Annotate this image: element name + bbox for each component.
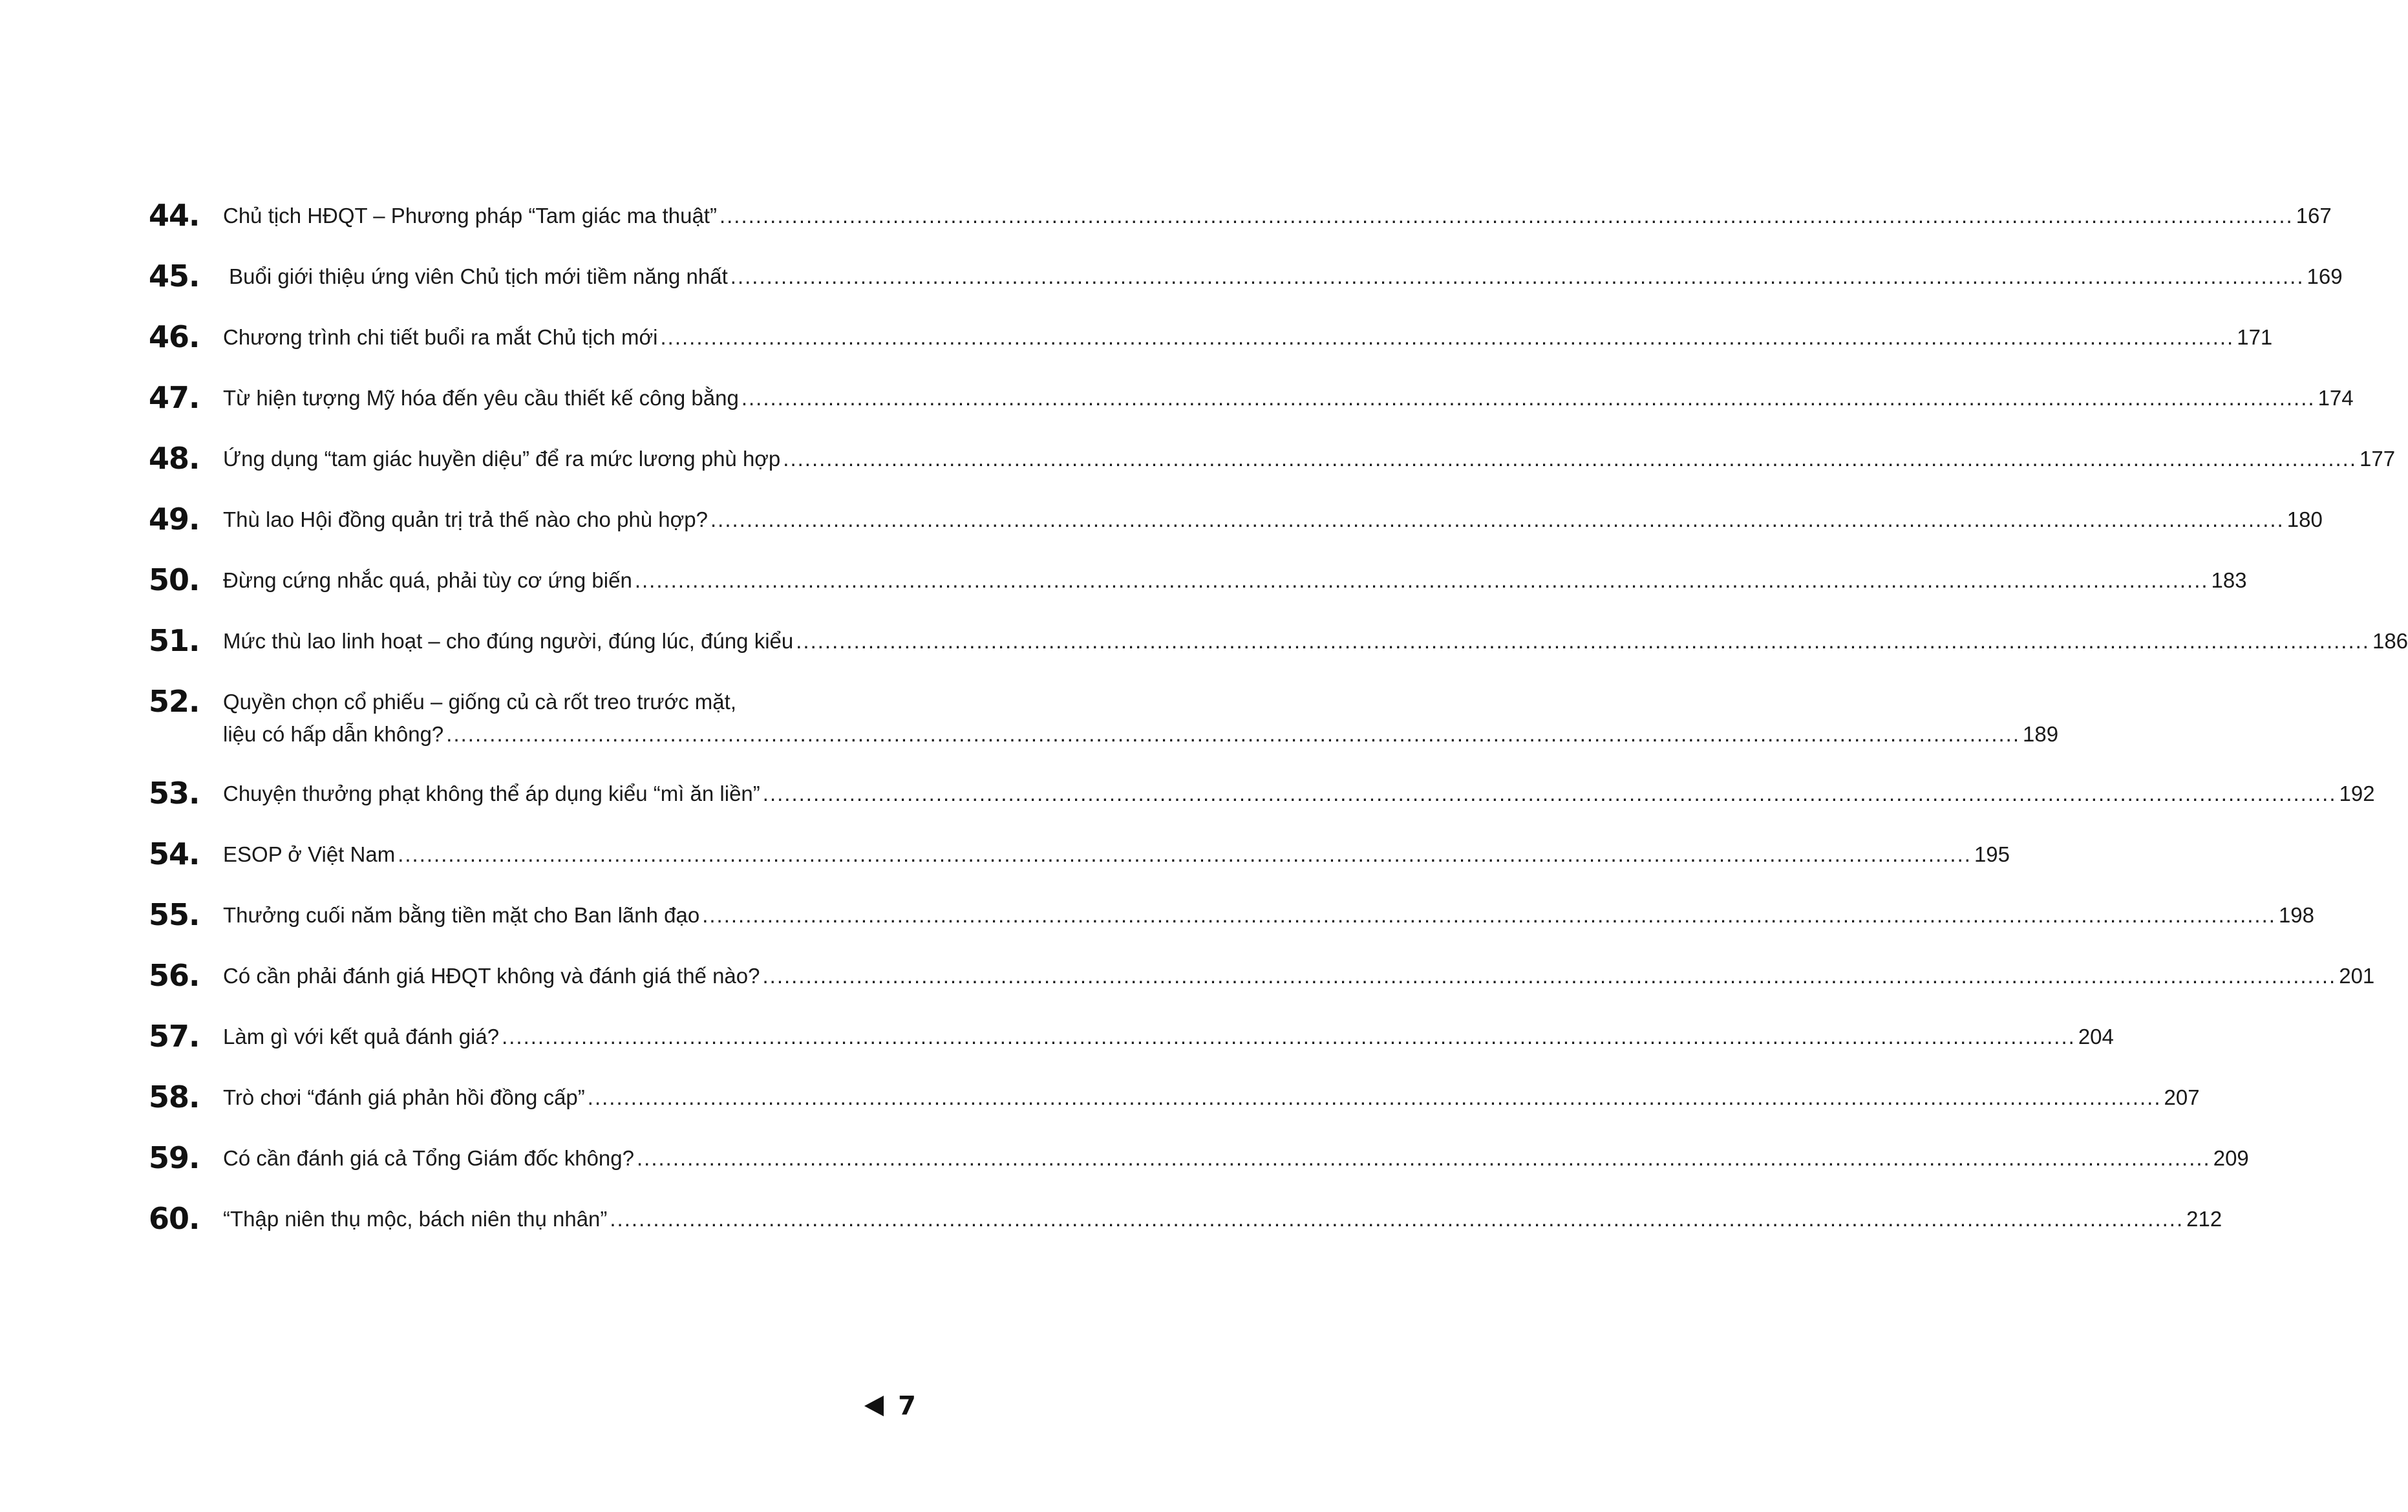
toc-entry-47	[149, 379, 2354, 416]
toc-entry-number: 48.	[149, 441, 200, 476]
toc-entry-number: 56.	[149, 958, 200, 993]
dot-leader	[446, 718, 2020, 751]
toc-entry-number: 50.	[149, 562, 200, 597]
toc-entry-title-line1: Quyền chọn cổ phiếu – giống củ cà rốt treo trước mặt,	[223, 690, 736, 714]
toc-entry-number: 47.	[149, 380, 200, 415]
toc-entry-page: 171	[2237, 325, 2273, 349]
toc-entry-title: Thù lao Hội đồng quản trị trả thế nào cho phù hợp?	[223, 507, 708, 531]
toc-entry-title: Có cần phải đánh giá HĐQT không và đánh giá thế nào?	[223, 964, 760, 988]
toc-entry-number: 49.	[149, 502, 200, 537]
dot-leader	[588, 1081, 2162, 1114]
toc-entry-45	[149, 258, 2343, 294]
toc-entry-line	[223, 718, 2058, 751]
toc-entry-body	[223, 1018, 2114, 1053]
dot-leader	[398, 838, 1972, 871]
toc-entry-number: 58.	[149, 1080, 200, 1114]
toc-entry-number: 54.	[149, 836, 200, 871]
toc-entry-page: 201	[2339, 964, 2375, 988]
toc-entry-55	[149, 897, 2314, 933]
toc-entry-line	[223, 625, 2408, 657]
toc-entry-body	[223, 957, 2374, 992]
toc-entry-line	[223, 960, 2374, 992]
toc-entry-line	[223, 504, 2323, 536]
toc-entry-page: 198	[2278, 903, 2314, 927]
toc-entry-body	[223, 1200, 2222, 1235]
toc-entry-line	[223, 1203, 2222, 1235]
toc-entry-56	[149, 957, 2375, 994]
toc-entry-title: Chuyện thưởng phạt không thể áp dụng kiểu “mì ăn liền”	[223, 782, 760, 805]
dot-leader	[763, 778, 2337, 810]
toc-entry-title: liệu có hấp dẫn không?	[223, 722, 444, 746]
toc-entry-line	[223, 261, 2343, 293]
dot-leader	[702, 899, 2276, 932]
toc-entry-number: 52.	[149, 684, 200, 719]
toc-entry-title: Mức thù lao linh hoạt – cho đúng người, đúng lúc, đúng kiểu	[223, 629, 794, 653]
dot-leader	[610, 1203, 2184, 1235]
toc-entry-body	[223, 562, 2247, 597]
toc-entry-title: Buổi giới thiệu ứng viên Chủ tịch mới tiềm năng nhất	[223, 264, 728, 288]
dot-leader	[719, 200, 2294, 232]
toc-entry-number: 57.	[149, 1019, 200, 1054]
table-of-contents	[149, 197, 2408, 1261]
toc-entry-page: 195	[1974, 842, 2010, 866]
left-triangle-icon	[864, 1396, 884, 1416]
toc-entry-line	[223, 564, 2247, 597]
dot-leader	[762, 960, 2336, 992]
toc-entry-page: 183	[2211, 568, 2247, 592]
dot-leader	[637, 1142, 2211, 1175]
toc-entry-number: 44.	[149, 198, 200, 233]
toc-entry-number: 53.	[149, 776, 200, 811]
toc-entry-number: 46.	[149, 319, 200, 354]
dot-leader	[710, 504, 2285, 536]
dot-leader	[796, 625, 2370, 657]
toc-entry-number: 60.	[149, 1201, 200, 1236]
toc-entry-body	[223, 623, 2408, 657]
toc-entry-title: Đừng cứng nhắc quá, phải tùy cơ ứng biến	[223, 568, 632, 592]
toc-entry-page: 207	[2164, 1085, 2200, 1109]
toc-entry-page: 209	[2213, 1146, 2249, 1170]
toc-entry-line	[223, 778, 2375, 810]
dot-leader	[741, 382, 2316, 414]
toc-entry-page: 192	[2339, 782, 2375, 805]
toc-entry-body	[223, 775, 2375, 810]
toc-entry-number: 55.	[149, 897, 200, 932]
toc-entry-page: 177	[2360, 447, 2396, 471]
toc-entry-line	[223, 686, 2058, 718]
toc-entry-title: “Thập niên thụ mộc, bách niên thụ nhân”	[223, 1207, 608, 1231]
toc-entry-title: Thưởng cuối năm bằng tiền mặt cho Ban lãnh đạo	[223, 903, 700, 927]
toc-entry-body	[223, 897, 2314, 932]
toc-entry-title: Ứng dụng “tam giác huyền diệu” để ra mức lương phù hợp	[223, 447, 781, 471]
dot-leader	[730, 261, 2305, 293]
toc-entry-title: Từ hiện tượng Mỹ hóa đến yêu cầu thiết kế công bằng	[223, 386, 739, 410]
toc-entry-page: 204	[2078, 1025, 2114, 1049]
toc-entry-page: 189	[2023, 722, 2059, 746]
toc-entry-number: 51.	[149, 623, 200, 658]
toc-entry-line	[223, 443, 2395, 475]
toc-entry-52	[149, 683, 2059, 751]
toc-entry-page: 212	[2186, 1207, 2222, 1231]
toc-entry-body	[223, 440, 2395, 475]
toc-entry-line	[223, 1142, 2249, 1175]
dot-leader	[635, 564, 2209, 597]
toc-entry-59	[149, 1140, 2249, 1176]
dot-leader	[502, 1021, 2076, 1053]
toc-entry-line	[223, 321, 2272, 354]
toc-entry-title: Làm gì với kết quả đánh giá?	[223, 1025, 500, 1049]
toc-entry-line	[223, 899, 2314, 932]
page-footer	[864, 1392, 916, 1420]
toc-entry-body	[223, 501, 2323, 536]
dot-leader	[660, 321, 2234, 354]
toc-entry-title: ESOP ở Việt Nam	[223, 842, 396, 866]
toc-entry-57	[149, 1018, 2114, 1054]
toc-entry-58	[149, 1079, 2200, 1115]
toc-entry-line	[223, 1021, 2114, 1053]
toc-entry-page: 174	[2317, 386, 2354, 410]
toc-entry-54	[149, 836, 2010, 872]
toc-entry-46	[149, 319, 2273, 355]
toc-entry-49	[149, 501, 2323, 537]
toc-entry-body	[223, 379, 2354, 414]
toc-entry-line	[223, 1081, 2200, 1114]
toc-entry-number: 45.	[149, 259, 200, 293]
dot-leader	[783, 443, 2357, 475]
toc-entry-51	[149, 623, 2408, 659]
toc-entry-page: 169	[2307, 264, 2343, 288]
toc-entry-body	[223, 836, 2010, 871]
toc-entry-number: 59.	[149, 1140, 200, 1175]
toc-entry-title: Trò chơi “đánh giá phản hồi đồng cấp”	[223, 1085, 585, 1109]
toc-entry-title: Chủ tịch HĐQT – Phương pháp “Tam giác ma thuật”	[223, 204, 717, 228]
toc-entry-page: 186	[2372, 629, 2408, 653]
page-number: 7	[898, 1391, 916, 1421]
toc-entry-body	[223, 1140, 2249, 1175]
toc-entry-body	[223, 683, 2058, 751]
toc-entry-line	[223, 382, 2354, 414]
toc-entry-title: Có cần đánh giá cả Tổng Giám đốc không?	[223, 1146, 634, 1170]
toc-entry-60	[149, 1200, 2222, 1237]
toc-entry-48	[149, 440, 2396, 476]
toc-entry-body	[223, 258, 2343, 293]
toc-entry-line	[223, 838, 2010, 871]
toc-entry-44	[149, 197, 2332, 233]
toc-entry-body	[223, 197, 2332, 232]
toc-entry-53	[149, 775, 2375, 811]
toc-entry-body	[223, 1079, 2200, 1114]
toc-entry-title: Chương trình chi tiết buổi ra mắt Chủ tịch mới	[223, 325, 658, 349]
toc-entry-page: 180	[2286, 507, 2323, 531]
toc-entry-page: 167	[2296, 204, 2332, 228]
toc-entry-50	[149, 562, 2247, 598]
toc-entry-line	[223, 200, 2332, 232]
toc-entry-body	[223, 319, 2272, 354]
